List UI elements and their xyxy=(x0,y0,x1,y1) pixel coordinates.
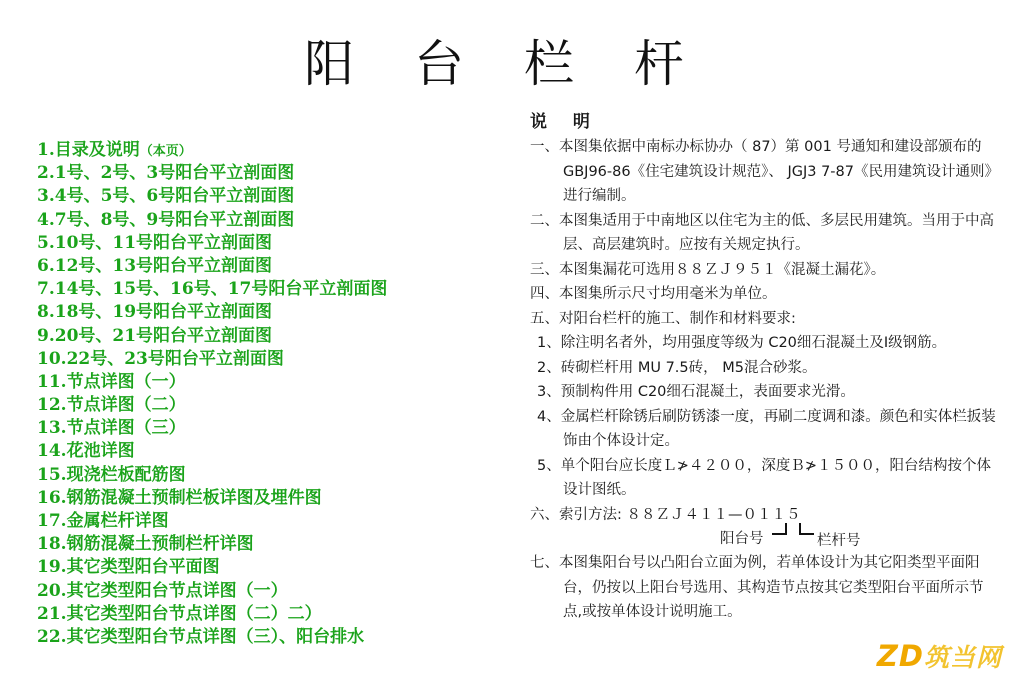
table-of-contents xyxy=(37,139,387,649)
toc-item: 21.其它类型阳台节点详图（二）二） xyxy=(37,603,322,624)
note-2: 二、本图集适用于中南地区以住宅为主的低、多层民用建筑。当用于中高层、高层建筑时。应按有关规定执行。 xyxy=(530,212,994,253)
toc-item: 19.其它类型阳台平面图 xyxy=(37,557,220,578)
toc-item: 2.1号、2号、3号阳台平立剖面图 xyxy=(37,163,295,184)
toc-item: 7.14号、15号、16号、17号阳台平立剖面图 xyxy=(37,279,388,300)
index-leader-lines xyxy=(770,521,820,541)
toc-item: 5.10号、11号阳台平立剖面图 xyxy=(37,232,273,253)
note-5-1: 1、除注明名者外，均用强度等级为 C20细石混凝土及Ⅰ级钢筋。 xyxy=(537,335,947,351)
toc-item: 14.花池详图 xyxy=(37,441,135,462)
balcony-number-label: 阳台号 xyxy=(720,531,764,547)
toc-item: 3.4号、5号、6号阳台平立剖面图 xyxy=(37,186,295,207)
toc-item: 10.22号、23号阳台平立剖面图 xyxy=(37,348,284,369)
index-method-diagram xyxy=(720,527,1000,551)
toc-item: 16.钢筋混凝土预制栏板详图及埋件图 xyxy=(37,487,322,508)
toc-item-text: 1.目录及说明 xyxy=(37,140,140,160)
note-7: 七、本图集阳台号以凸阳台立面为例，若单体设计为其它阳类型平面阳台，仍按以上阳台号选用、其构造节点按其它类型阳台平面所示节点,或按单体设计说明施工。 xyxy=(530,555,984,620)
toc-item: 20.其它类型阳台节点详图（一） xyxy=(37,580,288,601)
note-6: 六、索引方法: ８８ＺＪ４１１—０１１５ xyxy=(530,506,801,523)
toc-item: 9.20号、21号阳台平立剖面图 xyxy=(37,325,273,346)
toc-item: 11.节点详图（一） xyxy=(37,371,186,392)
note-5-3: 3、预制构件用 C20细石混凝土，表面要求光滑。 xyxy=(537,384,855,400)
toc-item: 13.节点详图（三） xyxy=(37,418,186,439)
toc-item: 12.节点详图（二） xyxy=(37,395,186,416)
toc-item xyxy=(37,139,387,162)
toc-item: 6.12号、13号阳台平立剖面图 xyxy=(37,255,273,276)
toc-item: 22.其它类型阳台节点详图（三）、阳台排水 xyxy=(37,626,365,647)
note-3: 三、本图集漏花可选用８８ＺＪ９５１《混凝土漏花》。 xyxy=(530,261,886,278)
toc-item: 18.钢筋混凝土预制栏杆详图 xyxy=(37,534,254,555)
page-title: 阳 台 栏 杆 xyxy=(304,35,706,93)
note-5: 五、对阳台栏杆的施工、制作和材料要求: xyxy=(530,310,796,327)
toc-item: 4.7号、8号、9号阳台平立剖面图 xyxy=(37,209,295,230)
railing-number-label: 栏杆号 xyxy=(817,533,861,549)
toc-item-note: （本页） xyxy=(139,144,192,159)
watermark-mark: ZD xyxy=(876,639,924,673)
notes-section xyxy=(530,110,1000,625)
note-1: 一、本图集依据中南标办标协办（ 87）第 001 号通知和建设部颁布的 GBJ96-86《住宅建筑设计规范》、 JGJ3 7-87《民用建筑设计通则》进行编制。 xyxy=(530,139,999,204)
toc-item: 8.18号、19号阳台平立剖面图 xyxy=(37,302,273,323)
toc-item: 15.现浇栏板配筋图 xyxy=(37,464,186,485)
toc-item: 17.金属栏杆详图 xyxy=(37,511,169,531)
watermark-logo xyxy=(877,638,1002,674)
note-4: 四、本图集所示尺寸均用毫米为单位。 xyxy=(530,286,777,302)
note-5-4: 4、金属栏杆除锈后刷防锈漆一度，再刷二度调和漆。颜色和实体栏扳装饰由个体设计定。 xyxy=(537,408,996,449)
note-5-2: 2、砖砌栏杆用 MU 7.5砖， M5混合砂浆。 xyxy=(537,359,817,376)
notes-heading: 说 明 xyxy=(530,112,600,132)
note-5-5: 5、单个阳台应长度Ｌ≯４２００，深度Ｂ≯１５００，阳台结构按个体设计图纸。 xyxy=(537,457,992,498)
watermark-text: 筑当网 xyxy=(923,643,1002,672)
